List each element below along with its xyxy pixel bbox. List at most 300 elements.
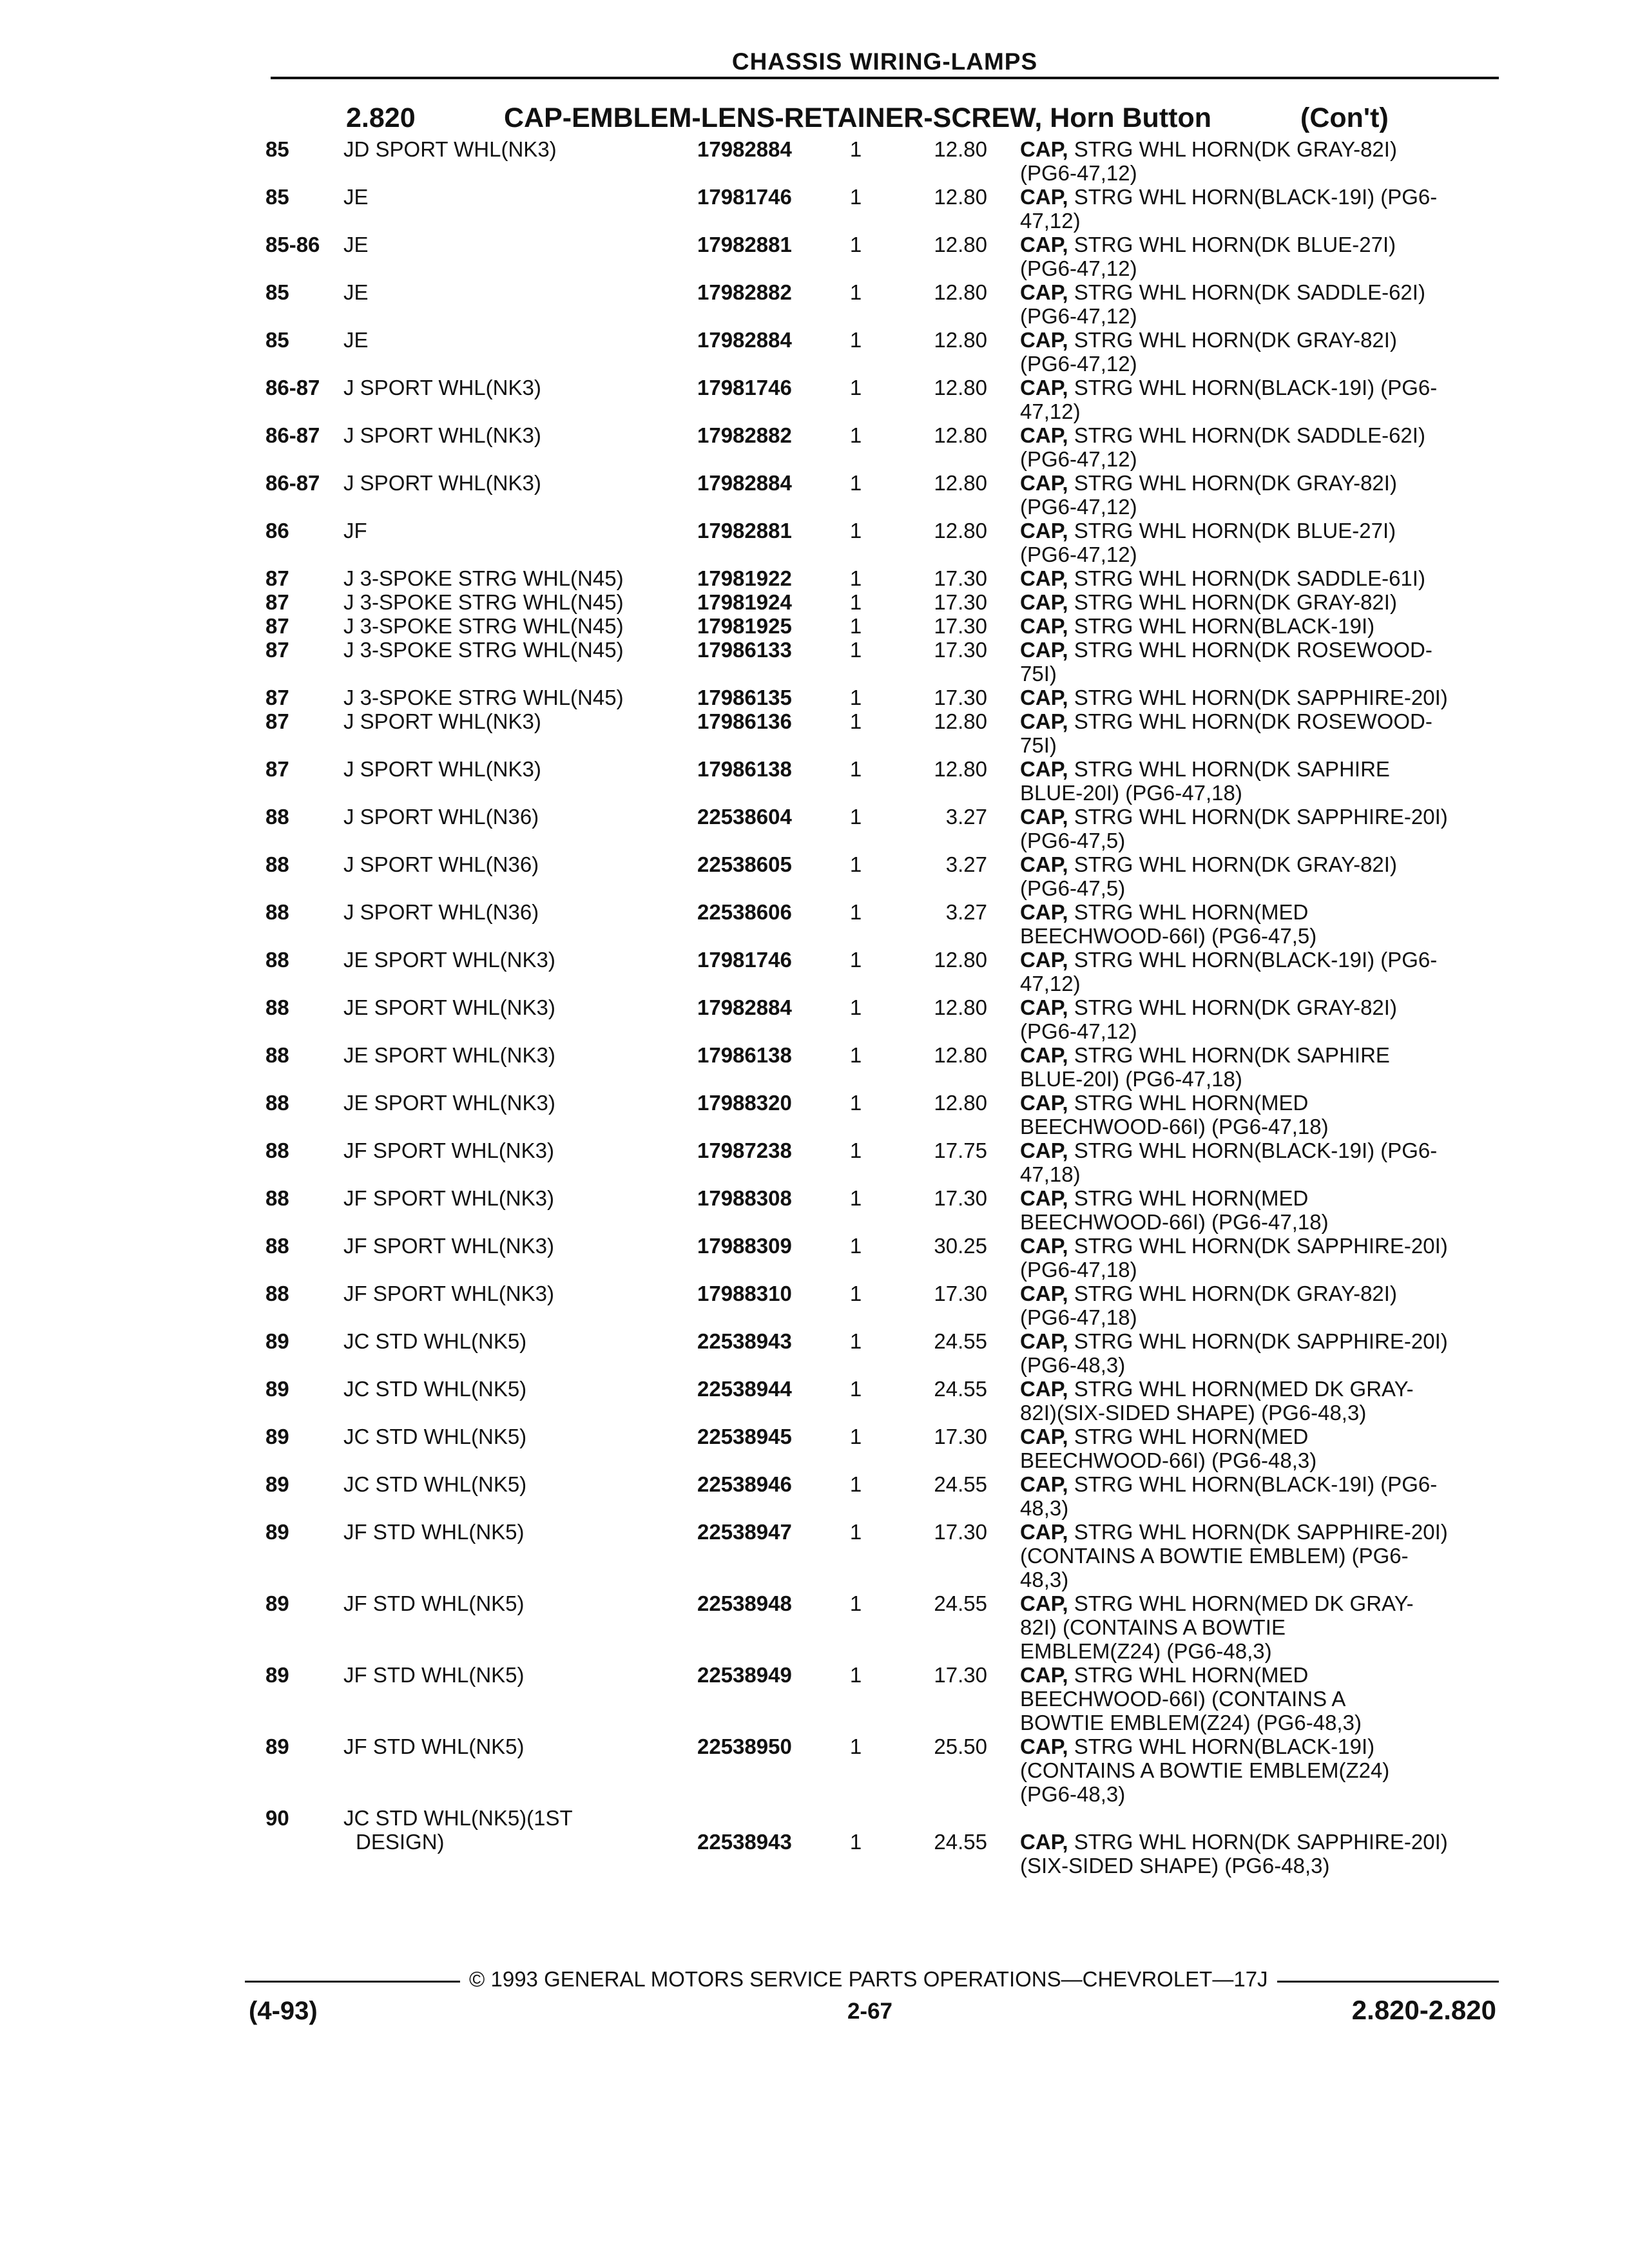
part-description	[1020, 1091, 1500, 1115]
price: 3.27	[945, 900, 987, 924]
table-row	[0, 1139, 1629, 1162]
description-continuation: BLUE-20I) (PG6-47,18)	[1020, 781, 1242, 805]
description-text: STRG WHL HORN(DK SADDLE-62I)	[1068, 280, 1425, 304]
price: 12.80	[934, 757, 987, 781]
table-row	[0, 948, 1629, 972]
description-continuation: (CONTAINS A BOWTIE EMBLEM(Z24)	[1020, 1758, 1390, 1782]
description-text: STRG WHL HORN(DK SAPHIRE	[1068, 757, 1390, 781]
part-description	[1020, 1591, 1500, 1615]
art-number: 85	[265, 328, 289, 352]
description-continuation-line	[0, 1687, 1629, 1711]
table-row-second-line	[0, 1830, 1629, 1854]
part-number: 17982882	[697, 280, 792, 304]
description-continuation: (SIX-SIDED SHAPE) (PG6-48,3)	[1020, 1854, 1330, 1878]
description-continuation-line	[0, 543, 1629, 566]
part-number: 17988310	[697, 1282, 792, 1305]
part-number: 17982881	[697, 519, 792, 543]
table-row	[0, 900, 1629, 924]
description-lead: CAP,	[1020, 1472, 1068, 1496]
description-continuation-line	[0, 1353, 1629, 1377]
quantity: 1	[849, 995, 862, 1019]
description-continuation-line	[0, 924, 1629, 948]
part-number: 17988309	[697, 1234, 792, 1258]
section-title: CHASSIS WIRING-LAMPS	[731, 48, 1038, 75]
application: J SPORT WHL(NK3)	[343, 471, 541, 495]
description-continuation: EMBLEM(Z24) (PG6-48,3)	[1020, 1639, 1272, 1663]
quantity: 1	[849, 328, 862, 352]
description-text: STRG WHL HORN(MED DK GRAY-	[1068, 1591, 1414, 1615]
quantity: 1	[849, 1735, 862, 1758]
part-description	[1020, 948, 1500, 972]
table-row	[0, 638, 1629, 662]
description-continuation: (PG6-47,12)	[1020, 495, 1137, 519]
description-lead: CAP,	[1020, 1329, 1068, 1353]
part-description	[1020, 519, 1500, 543]
part-description	[1020, 638, 1500, 662]
application: J SPORT WHL(NK3)	[343, 709, 541, 733]
art-number: 88	[265, 1043, 289, 1067]
description-lead: CAP,	[1020, 1186, 1068, 1210]
description-lead: CAP,	[1020, 1520, 1068, 1544]
description-continuation: 47,18)	[1020, 1162, 1081, 1186]
part-number: 17981925	[697, 614, 792, 638]
art-number: 88	[265, 852, 289, 876]
table-row	[0, 686, 1629, 709]
art-number: 87	[265, 614, 289, 638]
footer-group-range: 2.820-2.820	[1351, 1995, 1496, 2025]
description-continuation-line	[0, 352, 1629, 376]
description-text: STRG WHL HORN(DK GRAY-82I)	[1068, 1282, 1397, 1305]
table-row	[0, 1043, 1629, 1067]
art-number: 85	[265, 185, 289, 209]
footer-page-number: 2-67	[847, 1999, 893, 2024]
description-lead: CAP,	[1020, 614, 1068, 638]
price: 12.80	[934, 1043, 987, 1067]
description-text: STRG WHL HORN(DK ROSEWOOD-	[1068, 638, 1432, 662]
part-description	[1020, 1735, 1500, 1758]
application: JC STD WHL(NK5)	[343, 1425, 527, 1448]
description-lead: CAP,	[1020, 1091, 1068, 1115]
description-lead: CAP,	[1020, 948, 1068, 972]
description-continuation: (PG6-47,18)	[1020, 1258, 1137, 1282]
description-text: STRG WHL HORN(BLACK-19I)	[1068, 614, 1375, 638]
description-continuation-line	[0, 1305, 1629, 1329]
description-continuation-line	[0, 161, 1629, 185]
price: 17.30	[934, 1425, 987, 1448]
application: J SPORT WHL(NK3)	[343, 423, 541, 447]
part-description	[1020, 852, 1500, 876]
description-continuation-line	[0, 1544, 1629, 1568]
table-row	[0, 423, 1629, 447]
quantity: 1	[849, 852, 862, 876]
application: J SPORT WHL(N36)	[343, 852, 539, 876]
quantity: 1	[849, 1329, 862, 1353]
quantity: 1	[849, 1520, 862, 1544]
price: 17.30	[934, 1186, 987, 1210]
art-number: 85-86	[265, 233, 320, 256]
price: 17.30	[934, 590, 987, 614]
quantity: 1	[849, 519, 862, 543]
table-row	[0, 328, 1629, 352]
description-continuation: (PG6-48,3)	[1020, 1782, 1126, 1806]
application: JD SPORT WHL(NK3)	[343, 137, 557, 161]
part-description	[1020, 590, 1500, 614]
part-description	[1020, 566, 1500, 590]
description-lead: CAP,	[1020, 686, 1068, 709]
part-number: 17981924	[697, 590, 792, 614]
description-continuation-line	[0, 304, 1629, 328]
application-continuation: DESIGN)	[356, 1830, 445, 1854]
footer-copyright-line	[245, 1966, 1499, 1992]
art-number: 86-87	[265, 376, 320, 399]
part-description	[1020, 757, 1500, 781]
part-number: 17982881	[697, 233, 792, 256]
application: JE	[343, 280, 369, 304]
description-continuation: (PG6-48,3)	[1020, 1353, 1126, 1377]
part-number: 22538604	[697, 805, 792, 829]
price: 12.80	[934, 519, 987, 543]
description-text: STRG WHL HORN(MED	[1068, 900, 1309, 924]
table-row	[0, 185, 1629, 209]
part-description	[1020, 995, 1500, 1019]
table-row	[0, 614, 1629, 638]
part-number: 22538950	[697, 1735, 792, 1758]
description-continuation: BLUE-20I) (PG6-47,18)	[1020, 1067, 1242, 1091]
price: 17.75	[934, 1139, 987, 1162]
table-row	[0, 1735, 1629, 1758]
description-lead: CAP,	[1020, 376, 1068, 399]
description-lead: CAP,	[1020, 471, 1068, 495]
description-text: STRG WHL HORN(MED	[1068, 1425, 1309, 1448]
art-number: 87	[265, 686, 289, 709]
footer-rule-left	[245, 1981, 460, 1983]
quantity: 1	[849, 1282, 862, 1305]
description-lead: CAP,	[1020, 709, 1068, 733]
description-lead: CAP,	[1020, 328, 1068, 352]
application: JE SPORT WHL(NK3)	[343, 995, 555, 1019]
description-text: STRG WHL HORN(DK SAPPHIRE-20I)	[1068, 805, 1448, 829]
part-number: 22538946	[697, 1472, 792, 1496]
description-continuation-line	[0, 1615, 1629, 1639]
application: J SPORT WHL(N36)	[343, 805, 539, 829]
application: J SPORT WHL(NK3)	[343, 757, 541, 781]
part-number: 17988320	[697, 1091, 792, 1115]
description-continuation: 82I)(SIX-SIDED SHAPE) (PG6-48,3)	[1020, 1401, 1367, 1425]
part-number: 17981746	[697, 185, 792, 209]
part-description	[1020, 423, 1500, 447]
quantity: 1	[849, 1377, 862, 1401]
table-row	[0, 1472, 1629, 1496]
part-description	[1020, 1377, 1500, 1401]
application: JC STD WHL(NK5)	[343, 1329, 527, 1353]
price: 30.25	[934, 1234, 987, 1258]
quantity: 1	[849, 709, 862, 733]
quantity: 1	[849, 471, 862, 495]
table-row	[0, 1282, 1629, 1305]
table-row	[0, 1091, 1629, 1115]
table-row	[0, 590, 1629, 614]
part-description	[1020, 1043, 1500, 1067]
application: JC STD WHL(NK5)	[343, 1377, 527, 1401]
quantity: 1	[849, 1663, 862, 1687]
description-text: STRG WHL HORN(MED	[1068, 1663, 1309, 1687]
description-lead: CAP,	[1020, 852, 1068, 876]
art-number: 88	[265, 805, 289, 829]
description-continuation-line	[0, 1019, 1629, 1043]
description-continuation: BEECHWOOD-66I) (CONTAINS A	[1020, 1687, 1346, 1711]
table-row	[0, 566, 1629, 590]
table-row	[0, 757, 1629, 781]
description-text: STRG WHL HORN(DK GRAY-82I)	[1068, 590, 1397, 614]
part-number: 22538949	[697, 1663, 792, 1687]
description-lead: CAP,	[1020, 233, 1068, 256]
description-continuation-line	[0, 495, 1629, 519]
description-continuation: (PG6-47,12)	[1020, 256, 1137, 280]
application: JE SPORT WHL(NK3)	[343, 948, 555, 972]
art-number: 89	[265, 1520, 289, 1544]
part-number: 22538945	[697, 1425, 792, 1448]
part-description	[1020, 1520, 1500, 1544]
quantity: 1	[849, 1591, 862, 1615]
application: J 3-SPOKE STRG WHL(N45)	[343, 614, 624, 638]
description-continuation-line	[0, 972, 1629, 995]
description-continuation: (PG6-47,12)	[1020, 1019, 1137, 1043]
part-description	[1020, 471, 1500, 495]
art-number: 87	[265, 638, 289, 662]
part-description	[1020, 1282, 1500, 1305]
description-continuation: BEECHWOOD-66I) (PG6-47,18)	[1020, 1115, 1329, 1139]
footer-date: (4-93)	[249, 1997, 318, 2025]
price: 24.55	[934, 1377, 987, 1401]
part-description	[1020, 614, 1500, 638]
part-description	[1020, 900, 1500, 924]
art-number: 88	[265, 995, 289, 1019]
description-text: STRG WHL HORN(BLACK-19I) (PG6-	[1068, 1139, 1438, 1162]
application: JF STD WHL(NK5)	[343, 1520, 525, 1544]
price: 3.27	[945, 805, 987, 829]
description-text: STRG WHL HORN(DK GRAY-82I)	[1068, 137, 1397, 161]
part-description	[1020, 1830, 1500, 1854]
description-lead: CAP,	[1020, 1663, 1068, 1687]
quantity: 1	[849, 376, 862, 399]
art-number: 88	[265, 1234, 289, 1258]
part-number: 22538943	[697, 1830, 792, 1854]
description-continuation-line	[0, 1258, 1629, 1282]
description-continuation: 82I) (CONTAINS A BOWTIE	[1020, 1615, 1286, 1639]
part-number: 17981746	[697, 948, 792, 972]
price: 3.27	[945, 852, 987, 876]
price: 17.30	[934, 686, 987, 709]
quantity: 1	[849, 1091, 862, 1115]
part-description	[1020, 1234, 1500, 1258]
quantity: 1	[849, 757, 862, 781]
part-description	[1020, 1186, 1500, 1210]
art-number: 89	[265, 1472, 289, 1496]
table-row	[0, 1329, 1629, 1353]
price: 17.30	[934, 638, 987, 662]
art-number: 87	[265, 590, 289, 614]
footer-copyright: © 1993 GENERAL MOTORS SERVICE PARTS OPERATIONS—CHEVROLET—17J	[469, 1967, 1268, 1991]
description-text: STRG WHL HORN(DK BLUE-27I)	[1068, 519, 1396, 543]
description-text: STRG WHL HORN(DK BLUE-27I)	[1068, 233, 1396, 256]
part-number: 17982884	[697, 471, 792, 495]
part-description	[1020, 709, 1500, 733]
part-description	[1020, 376, 1500, 399]
description-continuation-line	[0, 1162, 1629, 1186]
description-continuation: (PG6-47,18)	[1020, 1305, 1137, 1329]
application: J SPORT WHL(NK3)	[343, 376, 541, 399]
description-lead: CAP,	[1020, 1425, 1068, 1448]
price: 12.80	[934, 423, 987, 447]
group-heading	[0, 101, 1629, 135]
part-description	[1020, 280, 1500, 304]
table-row	[0, 1425, 1629, 1448]
quantity: 1	[849, 686, 862, 709]
art-number: 86-87	[265, 423, 320, 447]
description-continuation-line	[0, 1568, 1629, 1591]
description-lead: CAP,	[1020, 1830, 1068, 1854]
description-text: STRG WHL HORN(DK GRAY-82I)	[1068, 471, 1397, 495]
price: 24.55	[934, 1472, 987, 1496]
description-text: STRG WHL HORN(DK SAPHIRE	[1068, 1043, 1390, 1067]
description-lead: CAP,	[1020, 805, 1068, 829]
description-continuation-line	[0, 1758, 1629, 1782]
part-number: 22538947	[697, 1520, 792, 1544]
description-lead: CAP,	[1020, 638, 1068, 662]
table-row	[0, 471, 1629, 495]
price: 24.55	[934, 1830, 987, 1854]
price: 17.30	[934, 566, 987, 590]
quantity: 1	[849, 590, 862, 614]
description-lead: CAP,	[1020, 590, 1068, 614]
quantity: 1	[849, 1830, 862, 1854]
application: JE SPORT WHL(NK3)	[343, 1091, 555, 1115]
application: JE	[343, 233, 369, 256]
part-description	[1020, 233, 1500, 256]
description-lead: CAP,	[1020, 1591, 1068, 1615]
quantity: 1	[849, 1043, 862, 1067]
art-number: 88	[265, 1282, 289, 1305]
group-title: CAP-EMBLEM-LENS-RETAINER-SCREW, Horn Button	[504, 102, 1211, 133]
description-continuation-line	[0, 399, 1629, 423]
price: 12.80	[934, 328, 987, 352]
description-text: STRG WHL HORN(DK SAPPHIRE-20I)	[1068, 1329, 1448, 1353]
table-row	[0, 233, 1629, 256]
description-lead: CAP,	[1020, 757, 1068, 781]
art-number: 88	[265, 1186, 289, 1210]
description-continuation-line	[0, 876, 1629, 900]
quantity: 1	[849, 900, 862, 924]
description-continuation: (CONTAINS A BOWTIE EMBLEM) (PG6-	[1020, 1544, 1409, 1568]
quantity: 1	[849, 185, 862, 209]
description-text: STRG WHL HORN(DK GRAY-82I)	[1068, 995, 1397, 1019]
part-number: 17987238	[697, 1139, 792, 1162]
description-continuation: (PG6-47,12)	[1020, 543, 1137, 566]
application: JF SPORT WHL(NK3)	[343, 1139, 554, 1162]
part-number: 22538944	[697, 1377, 792, 1401]
quantity: 1	[849, 614, 862, 638]
description-continuation: (PG6-47,5)	[1020, 829, 1126, 852]
part-number: 17986135	[697, 686, 792, 709]
part-number: 22538948	[697, 1591, 792, 1615]
description-continuation-line	[0, 1401, 1629, 1425]
table-row	[0, 852, 1629, 876]
art-number: 89	[265, 1591, 289, 1615]
description-lead: CAP,	[1020, 280, 1068, 304]
art-number: 85	[265, 280, 289, 304]
description-continuation-line	[0, 1210, 1629, 1234]
table-row	[0, 1806, 1629, 1830]
table-row	[0, 709, 1629, 733]
footer-rule-right	[1277, 1981, 1499, 1983]
part-description	[1020, 1663, 1500, 1687]
description-continuation: (PG6-47,12)	[1020, 304, 1137, 328]
part-description	[1020, 1425, 1500, 1448]
description-continuation-line	[0, 256, 1629, 280]
table-row	[0, 1591, 1629, 1615]
description-continuation: 75I)	[1020, 662, 1057, 686]
part-number: 17981746	[697, 376, 792, 399]
description-lead: CAP,	[1020, 1377, 1068, 1401]
description-lead: CAP,	[1020, 1282, 1068, 1305]
description-continuation-line	[0, 781, 1629, 805]
description-continuation-line	[0, 209, 1629, 233]
table-row	[0, 137, 1629, 161]
art-number: 89	[265, 1663, 289, 1687]
table-row	[0, 1377, 1629, 1401]
part-number: 22538943	[697, 1329, 792, 1353]
part-description	[1020, 328, 1500, 352]
application: JF STD WHL(NK5)	[343, 1735, 525, 1758]
description-continuation: BEECHWOOD-66I) (PG6-48,3)	[1020, 1448, 1317, 1472]
description-text: STRG WHL HORN(DK SAPPHIRE-20I)	[1068, 1520, 1448, 1544]
art-number: 88	[265, 1139, 289, 1162]
price: 12.80	[934, 709, 987, 733]
group-number: 2.820	[346, 102, 416, 133]
description-text: STRG WHL HORN(MED DK GRAY-	[1068, 1377, 1414, 1401]
description-text: STRG WHL HORN(BLACK-19I) (PG6-	[1068, 948, 1438, 972]
description-lead: CAP,	[1020, 1234, 1068, 1258]
part-number: 17986138	[697, 757, 792, 781]
part-number: 17982884	[697, 328, 792, 352]
price: 12.80	[934, 995, 987, 1019]
part-number: 17986138	[697, 1043, 792, 1067]
header-rule	[271, 77, 1499, 79]
part-number: 22538605	[697, 852, 792, 876]
description-continuation: BOWTIE EMBLEM(Z24) (PG6-48,3)	[1020, 1711, 1362, 1735]
art-number: 85	[265, 137, 289, 161]
part-description	[1020, 1472, 1500, 1496]
part-number: 17986136	[697, 709, 792, 733]
application: JF SPORT WHL(NK3)	[343, 1186, 554, 1210]
description-continuation-line	[0, 1854, 1629, 1878]
price: 12.80	[934, 471, 987, 495]
description-text: STRG WHL HORN(DK SADDLE-61I)	[1068, 566, 1425, 590]
part-description	[1020, 137, 1500, 161]
application: J SPORT WHL(N36)	[343, 900, 539, 924]
description-continuation: 47,12)	[1020, 399, 1081, 423]
table-row	[0, 1186, 1629, 1210]
application: JC STD WHL(NK5)	[343, 1472, 527, 1496]
description-continuation: (PG6-47,12)	[1020, 161, 1137, 185]
description-continuation-line	[0, 1448, 1629, 1472]
description-lead: CAP,	[1020, 1139, 1068, 1162]
part-number: 22538606	[697, 900, 792, 924]
description-lead: CAP,	[1020, 423, 1068, 447]
price: 25.50	[934, 1735, 987, 1758]
part-description	[1020, 1329, 1500, 1353]
description-continuation-line	[0, 1067, 1629, 1091]
